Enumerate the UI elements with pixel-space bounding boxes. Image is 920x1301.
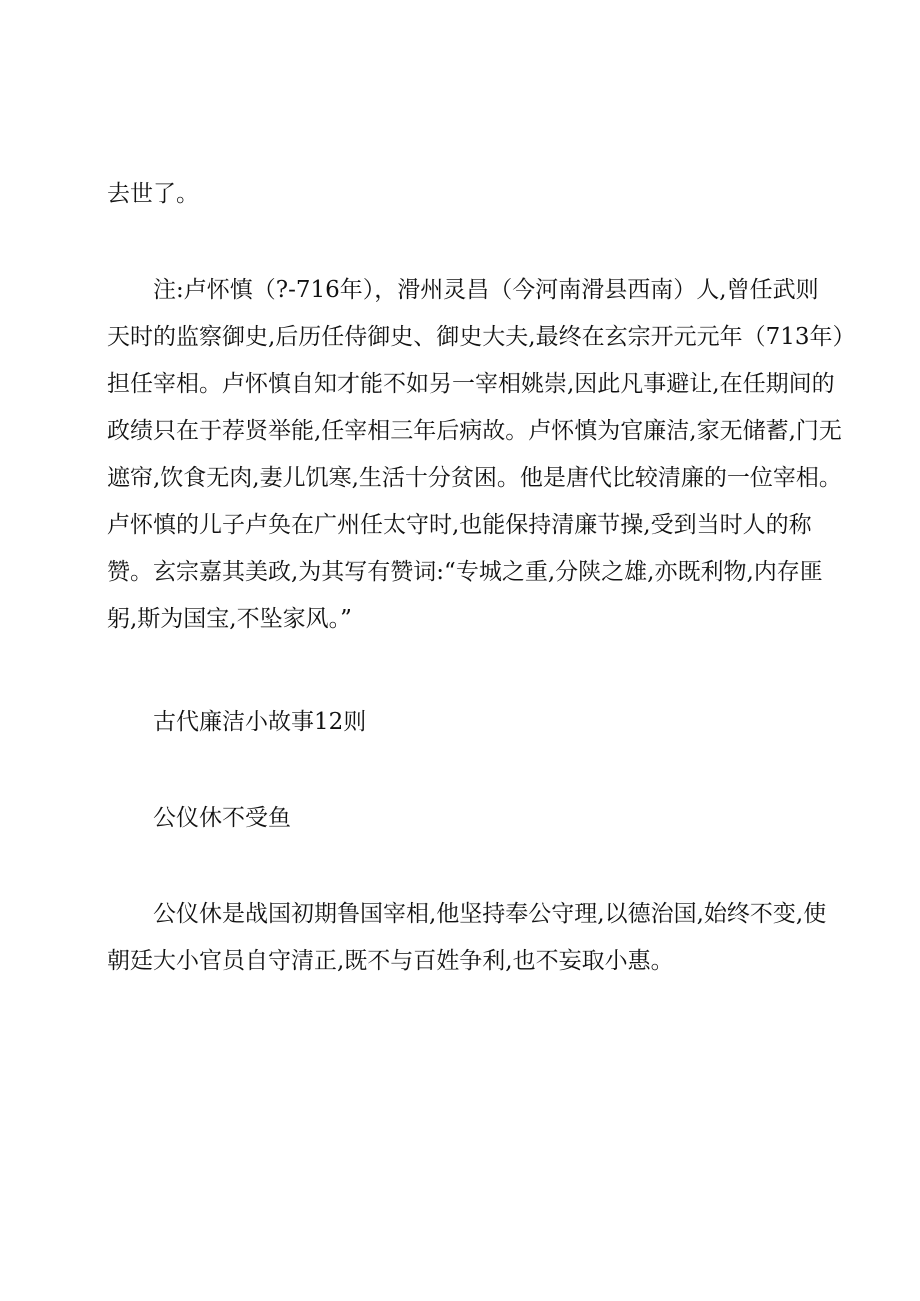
note-line-4: 政绩只在于荐贤举能,任宰相三年后病故。卢怀慎为官廉洁,家无储蓄,门无 bbox=[107, 418, 842, 444]
note-line-8: 躬,斯为国宝,不坠家风。” bbox=[107, 606, 352, 632]
continuation-text: 去世了。 bbox=[107, 181, 199, 207]
story-line-1: 公仪休是战国初期鲁国宰相,他坚持奉公守理,以德治国,始终不变,使 bbox=[153, 901, 827, 927]
note-line-3: 担任宰相。卢怀慎自知才能不如另一宰相姚崇,因此凡事避让,在任期间的 bbox=[107, 371, 835, 397]
story-title: 公仪休不受鱼 bbox=[153, 805, 291, 831]
story-line-2: 朝廷大小官员自守清正,既不与百姓争利,也不妄取小惠。 bbox=[107, 948, 674, 974]
note-line-1: 注:卢怀慎（?-716年），滑州灵昌（今河南滑县西南）人,曾任武则 bbox=[153, 277, 819, 303]
note-line-6: 卢怀慎的儿子卢奂在广州任太守时,也能保持清廉节操,受到当时人的称 bbox=[107, 512, 812, 538]
note-line-5: 遮帘,饮食无肉,妻儿饥寒,生活十分贫困。他是唐代比较清廉的一位宰相。 bbox=[107, 465, 842, 491]
section-title: 古代廉洁小故事12则 bbox=[153, 709, 367, 735]
note-line-2: 天时的监察御史,后历任侍御史、御史大夫,最终在玄宗开元元年（713年） bbox=[107, 324, 856, 350]
note-line-7: 赞。玄宗嘉其美政,为其写有赞词:“专城之重,分陕之雄,亦既利物,内存匪 bbox=[107, 559, 823, 585]
